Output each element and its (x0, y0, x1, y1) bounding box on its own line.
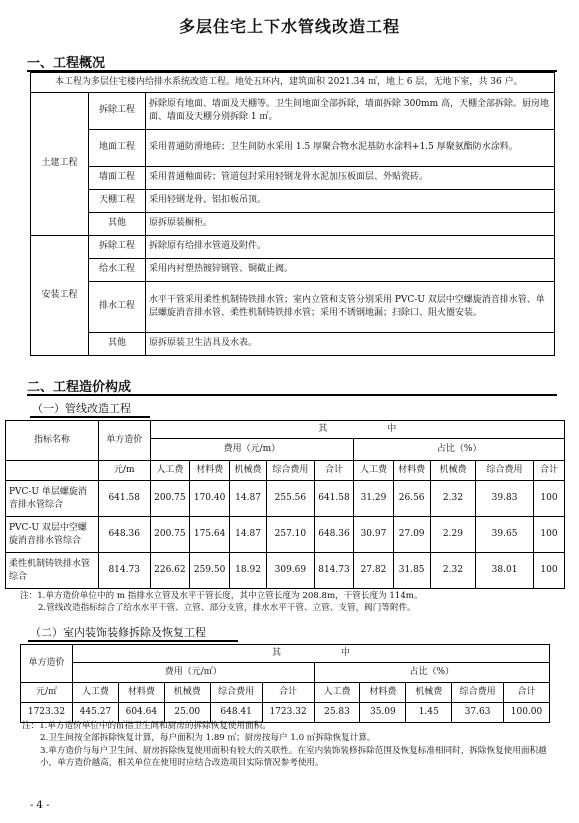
cell: 100 (533, 517, 564, 553)
header-row (21, 683, 550, 703)
overview-row (31, 189, 555, 212)
table-row (6, 481, 565, 517)
header-among-2: 中 (340, 648, 350, 659)
row-desc: 拆除原有给排水管道及附件。 (146, 235, 555, 258)
table2-heading: （二）室内装饰装修拆除及恢复工程 (30, 626, 206, 639)
overview-row (31, 166, 555, 189)
table-row (6, 517, 565, 553)
header-col: 合计 (504, 683, 550, 703)
note: 注：1.单方造价单位中的 m 指排水立管及水平干管长度，其中立管长度为 208.8m，干管长度为 114m。 (20, 591, 423, 601)
header-blank (6, 461, 99, 481)
cell: 27.82 (354, 553, 393, 589)
header-ratio: 占比（%） (314, 663, 549, 683)
header-among-2: 中 (387, 424, 397, 435)
header-col: 综合费用 (267, 461, 314, 481)
cell: 14.87 (229, 517, 266, 553)
header-unit-price: 单方造价 (98, 421, 150, 461)
table2-heading-rule (28, 640, 238, 642)
cell: 18.92 (229, 553, 266, 589)
row-desc: 原拆原装橱柜。 (146, 212, 555, 235)
overview-row (31, 332, 555, 355)
cell: 257.10 (267, 517, 314, 553)
header-among (150, 421, 564, 439)
group-civil: 土建工程 (31, 92, 89, 235)
overview-row (31, 129, 555, 166)
row-desc: 采用普通釉面砖；管道包封采用轻钢龙骨水泥加压板面层、外贴瓷砖。 (146, 166, 555, 189)
table2-notes (22, 720, 557, 770)
section1-heading: 一、工程概况 (27, 56, 106, 71)
note: 注：1.单方造价单位中的㎡指卫生间和厨房的拆除恢复使用面积。 (22, 721, 271, 731)
cell: 100.00 (504, 703, 550, 723)
cell: 200.75 (150, 481, 190, 517)
header-col: 人工费 (314, 683, 360, 703)
page-number: - 4 - (30, 800, 50, 811)
table1-heading: （一）管线改造工程 (32, 402, 131, 415)
cell: 259.50 (190, 553, 230, 589)
header-col: 材料费 (360, 683, 406, 703)
cell: 31.29 (354, 481, 393, 517)
cell: 30.97 (354, 517, 393, 553)
row-item: 墙面工程 (89, 166, 146, 189)
decoration-cost-table (20, 644, 550, 723)
cell: 37.63 (452, 703, 504, 723)
note: 2.卫生间按全部拆除恢复计算，每户面积为 1.89 ㎡；厨房按每户 1.0 ㎡拆除恢复计算。 (40, 733, 376, 744)
page-title: 多层住宅上下水管线改造工程 (178, 17, 400, 36)
cell: 200.75 (150, 517, 190, 553)
header-col: 综合费用 (452, 683, 504, 703)
cell: 38.01 (476, 553, 534, 589)
table-row (6, 553, 565, 589)
header-row (6, 461, 565, 481)
header-col: 机械费 (164, 683, 210, 703)
cell: 814.73 (314, 553, 354, 589)
note: 3.单方造价与每户卫生间、厨房拆除恢复使用面积有较大的关联性。在室内装饰装修拆除范围及恢复标准相同时，拆除恢复使用面积越小，单方造价越高，相关单位在使用时应结合改造项目实际情况参考使用。 (40, 745, 547, 769)
overview-intro: 本工程为多层住宅楼内给排水系统改造工程。地处五环内，建筑面积 2021.34 ㎡，地上 6 层，无地下室，共 36 户。 (31, 73, 555, 93)
row-item: 排水工程 (89, 281, 146, 332)
header-row (21, 663, 550, 683)
header-col: 材料费 (393, 461, 430, 481)
row-desc: 采用普通防滑地砖；卫生间防水采用 1.5 厚聚合物水泥基防水涂料+1.5 厚聚氨酯防水涂料。 (146, 129, 555, 166)
header-row (21, 645, 550, 663)
header-unit: 元/㎡ (21, 683, 73, 703)
overview-table (30, 72, 555, 356)
cell: 14.87 (229, 481, 266, 517)
row-item: 拆除工程 (89, 235, 146, 258)
cell: 25.00 (164, 703, 210, 723)
header-among-1: 其 (318, 424, 328, 435)
table1-heading-rule (30, 416, 150, 418)
cell: 226.62 (150, 553, 190, 589)
header-col: 综合费用 (476, 461, 534, 481)
cell: 648.36 (98, 517, 150, 553)
header-col: 合计 (314, 461, 354, 481)
row-item: 其他 (89, 212, 146, 235)
row-desc: 原拆原装卫生洁具及水表。 (146, 332, 555, 355)
row-item: 天棚工程 (89, 189, 146, 212)
overview-intro-row (31, 73, 555, 93)
section2-rule (27, 394, 557, 396)
group-install: 安装工程 (31, 235, 89, 355)
header-col: 材料费 (190, 461, 230, 481)
overview-row (31, 258, 555, 281)
header-row (6, 421, 565, 439)
header-among (72, 645, 549, 663)
cell: 648.41 (210, 703, 262, 723)
note: 2.管线改造指标综合了给水水平干管、立管、部分支管，排水水平干管、立管、支管，阀门等附件。 (38, 603, 416, 614)
row-desc: 采用轻钢龙骨、铝扣板吊顶。 (146, 189, 555, 212)
header-unit-price: 单方造价 (21, 645, 73, 683)
header-col: 人工费 (354, 461, 393, 481)
header-col: 机械费 (406, 683, 452, 703)
cell: 100 (533, 553, 564, 589)
cell: 255.56 (267, 481, 314, 517)
cell: 27.09 (393, 517, 430, 553)
table1-notes (20, 590, 565, 615)
cell: 641.58 (314, 481, 354, 517)
row-name: PVC-U 单层螺旋消音排水管综合 (6, 481, 99, 517)
cell: 2.29 (430, 517, 475, 553)
cell: 814.73 (98, 553, 150, 589)
header-col: 人工费 (72, 683, 118, 703)
section2-heading: 二、工程造价构成 (27, 380, 132, 395)
cell: 39.65 (476, 517, 534, 553)
header-col: 合计 (533, 461, 564, 481)
header-col: 人工费 (150, 461, 190, 481)
header-col: 合计 (262, 683, 314, 703)
row-item: 其他 (89, 332, 146, 355)
overview-row (31, 92, 555, 129)
header-ratio: 占比（%） (354, 439, 565, 461)
row-desc: 水平干管采用柔性机制铸铁排水管；室内立管和支管分别采用 PVC-U 双层中空螺旋消音排水管、单层螺旋消音排水管、柔性机制铸铁排水管；采用不锈钢地漏；扫除口、阻火圈安装。 (146, 281, 555, 332)
cell: 309.69 (267, 553, 314, 589)
cell: 648.36 (314, 517, 354, 553)
row-name: PVC-U 双层中空螺旋消音排水管综合 (6, 517, 99, 553)
header-unit: 元/m (98, 461, 150, 481)
row-desc: 采用内衬塑热镀锌钢管、铜截止阀。 (146, 258, 555, 281)
header-indicator: 指标名称 (6, 421, 99, 461)
header-col: 材料费 (118, 683, 164, 703)
row-item: 地面工程 (89, 129, 146, 166)
pipeline-cost-table (5, 420, 565, 589)
header-col: 机械费 (229, 461, 266, 481)
cell: 35.09 (360, 703, 406, 723)
cell: 31.85 (393, 553, 430, 589)
cell: 445.27 (72, 703, 118, 723)
row-desc: 拆除原有地面、墙面及天棚等。卫生间地面全部拆除，墙面拆除 300mm 高，天棚全部拆除。厨房地面、墙面及天棚分别拆除 1 ㎡。 (146, 92, 555, 129)
header-col: 机械费 (430, 461, 475, 481)
row-name: 柔性机制铸铁排水管综合 (6, 553, 99, 589)
overview-row (31, 235, 555, 258)
cell: 39.83 (476, 481, 534, 517)
overview-row (31, 212, 555, 235)
row-item: 拆除工程 (89, 92, 146, 129)
cell: 1723.32 (21, 703, 73, 723)
cell: 641.58 (98, 481, 150, 517)
cell: 26.56 (393, 481, 430, 517)
cell: 25.83 (314, 703, 360, 723)
cell: 170.40 (190, 481, 230, 517)
cell: 100 (533, 481, 564, 517)
cell: 2.32 (430, 481, 475, 517)
header-cost: 费用（元/m） (150, 439, 354, 461)
cell: 1723.32 (262, 703, 314, 723)
overview-row (31, 281, 555, 332)
header-among-1: 其 (271, 648, 281, 659)
cell: 175.64 (190, 517, 230, 553)
cell: 604.64 (118, 703, 164, 723)
cell: 1.45 (406, 703, 452, 723)
header-cost: 费用（元/㎡） (72, 663, 314, 683)
header-col: 综合费用 (210, 683, 262, 703)
row-item: 给水工程 (89, 258, 146, 281)
cell: 2.32 (430, 553, 475, 589)
